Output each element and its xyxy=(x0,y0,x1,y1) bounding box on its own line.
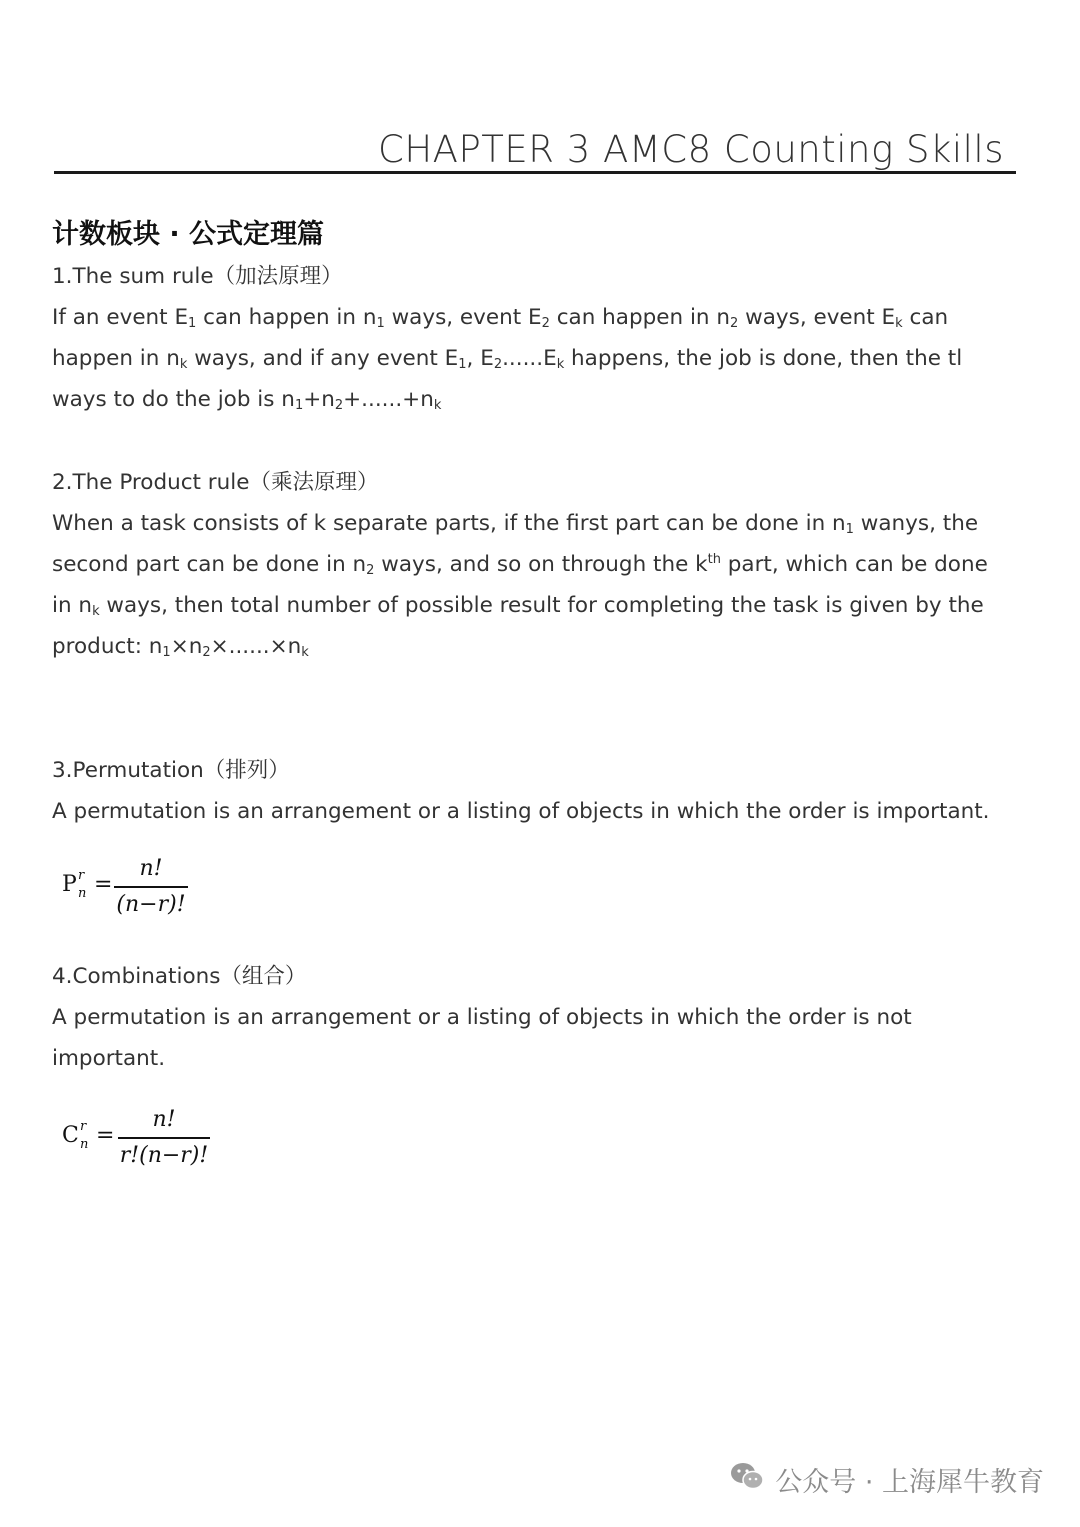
combinations-line-1: A permutation is an arrangement or a listing of objects in which the order is not xyxy=(52,1005,912,1030)
combinations-line-2: important. xyxy=(52,1046,166,1071)
fraction-bar xyxy=(118,1137,210,1139)
sum-rule-line-3: ways to do the job is $n_1+n_2+......+n_k$ xyxy=(52,387,442,413)
fraction-bar xyxy=(114,886,188,888)
product-rule-line-2: second part can be done in $n_2$ ways, and so on through the $k^{th}$ part, which can be done xyxy=(52,552,988,578)
formula-equals: = xyxy=(94,872,113,897)
formula-denominator: (n−r)! xyxy=(116,892,186,917)
product-rule-line-3: in $n_k$ ways, then total number of possible result for completing the task is given by the xyxy=(52,593,984,619)
chapter-title: CHAPTER 3 AMC8 Counting Skills xyxy=(377,128,1004,171)
section-heading: 计数板块 · 公式定理篇 xyxy=(52,219,325,250)
product-rule-title: 2.The Product rule（乘法原理） xyxy=(52,470,379,495)
product-rule-line-1: When a task consists of k separate parts, if the first part can be done in $n_1$ wanys, the xyxy=(52,511,979,537)
sum-rule-line-2: happen in $n_k$ ways, and if any event $E_1$, $E_2......E_k$ happens, the job is done, then the tl xyxy=(52,346,963,372)
combination-formula xyxy=(60,1107,220,1177)
watermark xyxy=(729,1460,1044,1499)
formula-numerator: n! xyxy=(152,1107,176,1132)
combinations-title: 4.Combinations（组合） xyxy=(52,964,307,989)
wechat-icon xyxy=(729,1461,765,1498)
permutation-text: A permutation is an arrangement or a listing of objects in which the order is important. xyxy=(52,799,990,824)
permutation-title: 3.Permutation（排列） xyxy=(52,758,290,783)
formula-symbol: P r n xyxy=(62,868,87,901)
formula-equals: = xyxy=(96,1123,115,1148)
chapter-divider xyxy=(54,171,1016,174)
sum-rule-line-1: If an event $E_1$ can happen in $n_1$ ways, event $E_2$ can happen in $n_2$ ways, event $E_k$ can xyxy=(52,305,949,331)
product-rule-line-4: product: $n_1\times n_2\times......\times n_k$ xyxy=(52,634,309,660)
formula-symbol: C r n xyxy=(62,1119,89,1152)
sum-rule-title: 1.The sum rule（加法原理） xyxy=(52,264,343,289)
watermark-text: 公众号 · 上海犀牛教育 xyxy=(775,1467,1044,1498)
formula-denominator: r!(n−r)! xyxy=(119,1143,209,1168)
formula-numerator: n! xyxy=(139,856,163,881)
permutation-formula xyxy=(60,856,200,926)
